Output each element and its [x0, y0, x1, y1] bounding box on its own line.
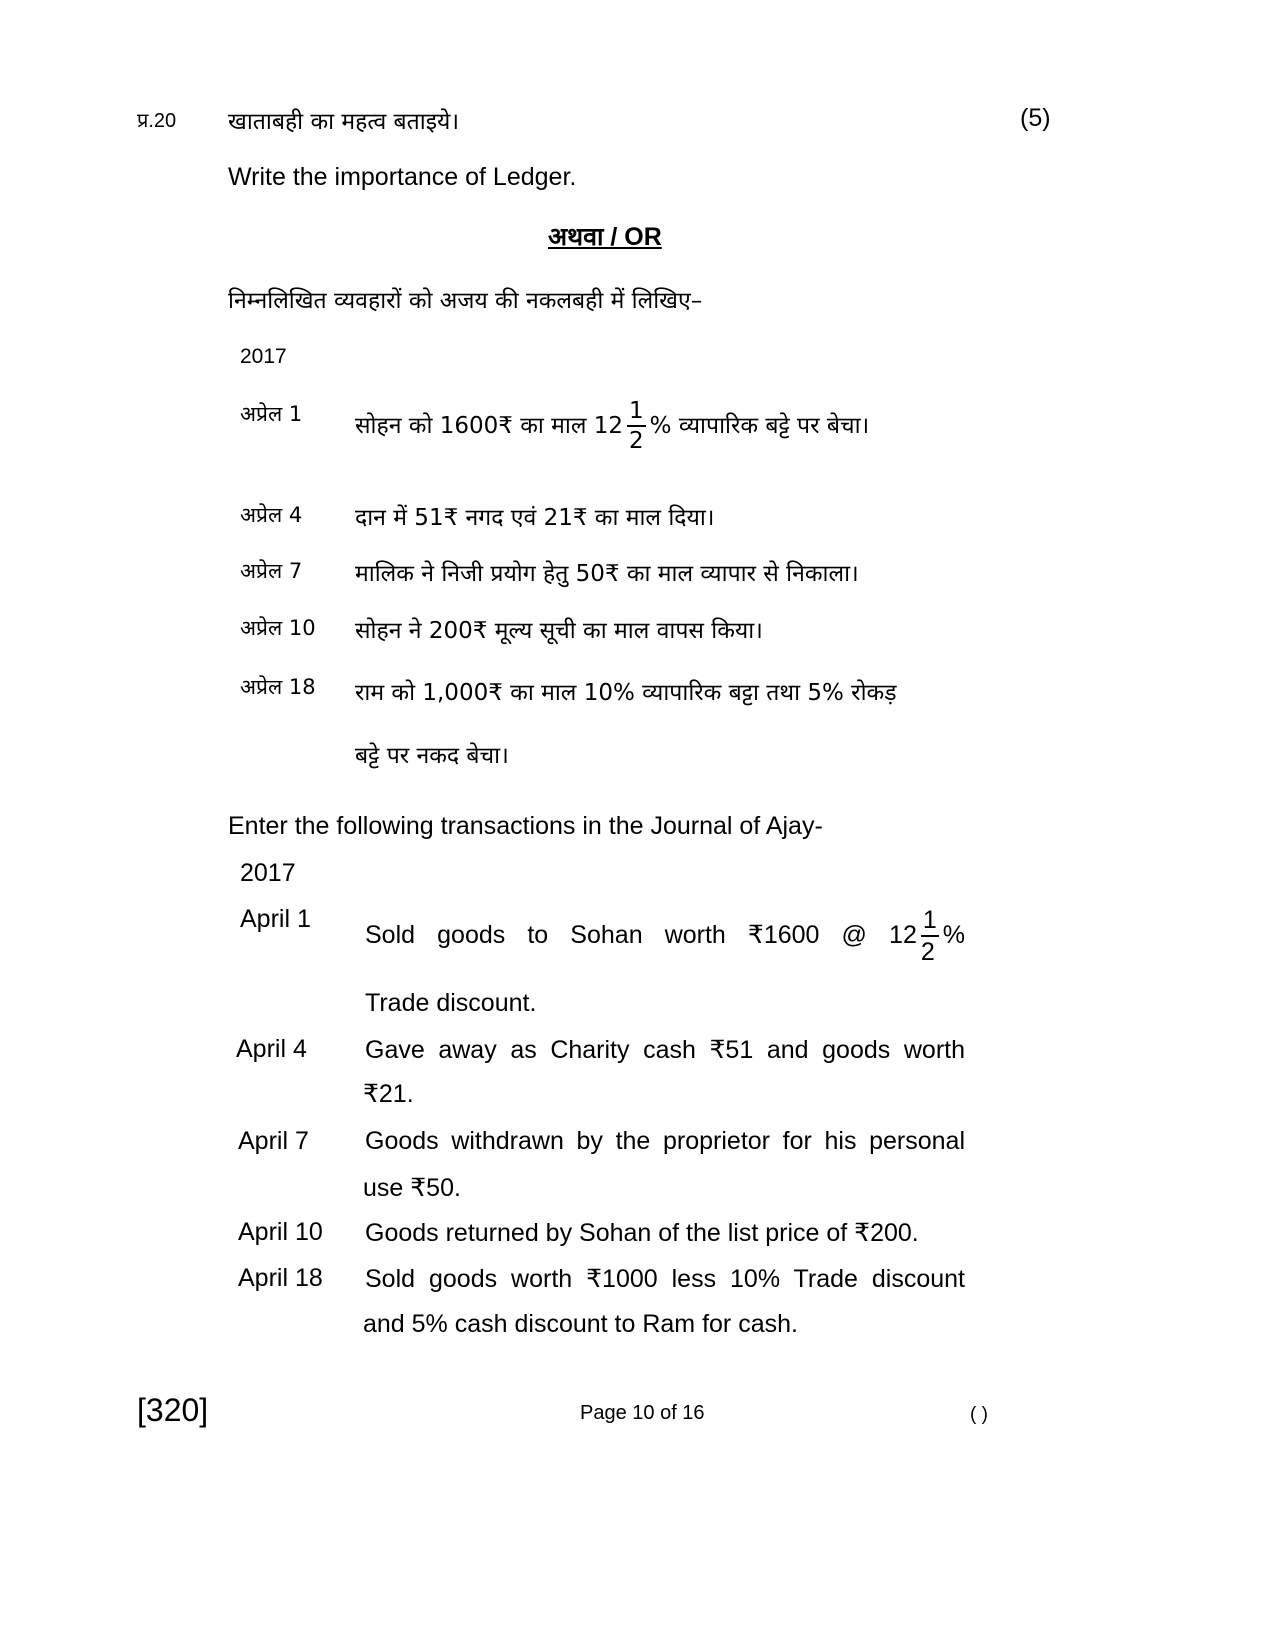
english-date-apr10: April 10: [238, 1218, 323, 1246]
hindi-date-apr7: अप्रेल 7: [240, 559, 303, 583]
hindi-date-apr18: अप्रेल 18: [240, 675, 316, 699]
hindi-text-apr1-b: % व्यापारिक बट्टे पर बेचा।: [649, 413, 870, 439]
english-intro: Enter the following transactions in the Journal of Ajay-: [228, 812, 823, 840]
hindi-intro: निम्नलिखित व्यवहारों को अजय की नकलबही में लिखिए–: [228, 288, 703, 314]
question-title-english: Write the importance of Ledger.: [228, 163, 577, 191]
hindi-text-apr1: [355, 400, 869, 453]
page-number: Page 10 of 16: [580, 1402, 705, 1424]
english-text-apr7-cont: use ₹50.: [363, 1174, 461, 1202]
hindi-date-apr1: अप्रेल 1: [240, 402, 303, 426]
english-text-apr10: Goods returned by Sohan of the list price of ₹200.: [365, 1219, 919, 1247]
question-marks: (5): [1020, 104, 1051, 132]
english-text-apr18-cont: and 5% cash discount to Ram for cash.: [363, 1310, 798, 1338]
english-text-apr1-b: %: [942, 921, 965, 950]
question-number: प्र.20: [137, 110, 177, 132]
question-title-hindi: खाताबही का महत्व बताइये।: [228, 109, 460, 135]
hindi-text-apr1-a: सोहन को 1600₹ का माल 12: [355, 413, 624, 439]
hindi-date-apr10: अप्रेल 10: [240, 616, 316, 640]
footer-parens: ( ): [970, 1404, 988, 1425]
english-text-apr4-line: Gave away as Charity cash ₹51 and goods worth: [365, 1036, 965, 1064]
english-date-apr1: April 1: [240, 905, 311, 933]
english-text-apr1-a: Sold goods to Sohan worth ₹1600 @ 12: [365, 921, 917, 950]
english-text-apr4-cont: ₹21.: [363, 1080, 414, 1108]
hindi-text-apr10: सोहन ने 200₹ मूल्य सूची का माल वापस किया।: [355, 618, 763, 644]
fraction-num: 1: [627, 400, 646, 427]
hindi-text-apr4: दान में 51₹ नगद एवं 21₹ का माल दिया।: [355, 505, 715, 531]
fraction-den: 2: [920, 938, 935, 966]
english-text-apr1-line: [365, 908, 965, 965]
hindi-date-apr4: अप्रेल 4: [240, 503, 303, 527]
english-year: 2017: [240, 859, 296, 887]
english-date-apr18: April 18: [238, 1264, 323, 1292]
paper-code: [320]: [137, 1392, 209, 1428]
fraction-half-en: [921, 908, 939, 965]
english-date-apr7: April 7: [238, 1127, 309, 1155]
english-text-apr7: [365, 1127, 965, 1156]
hindi-year: 2017: [240, 345, 287, 368]
english-text-apr1-cont: Trade discount.: [365, 989, 537, 1017]
fraction-half-hi: [627, 400, 646, 453]
english-date-apr4: April 4: [236, 1035, 307, 1063]
english-text-apr4: [365, 1035, 965, 1065]
hindi-text-apr18-cont: बट्टे पर नकद बेचा।: [355, 743, 509, 769]
english-text-apr18-line: Sold goods worth ₹1000 less 10% Trade discount: [365, 1265, 965, 1293]
english-text-apr18: [365, 1264, 965, 1294]
english-text-apr1: [365, 908, 965, 965]
fraction-num: 1: [921, 908, 939, 937]
hindi-text-apr7: मालिक ने निजी प्रयोग हेतु 50₹ का माल व्यापार से निकाला।: [355, 561, 859, 587]
fraction-den: 2: [629, 428, 644, 454]
hindi-text-apr18: राम को 1,000₹ का माल 10% व्यापारिक बट्टा तथा 5% रोकड़: [355, 680, 897, 706]
or-heading: अथवा / OR: [548, 223, 662, 251]
english-text-apr7-line: Goods withdrawn by the proprietor for his personal: [365, 1127, 965, 1155]
